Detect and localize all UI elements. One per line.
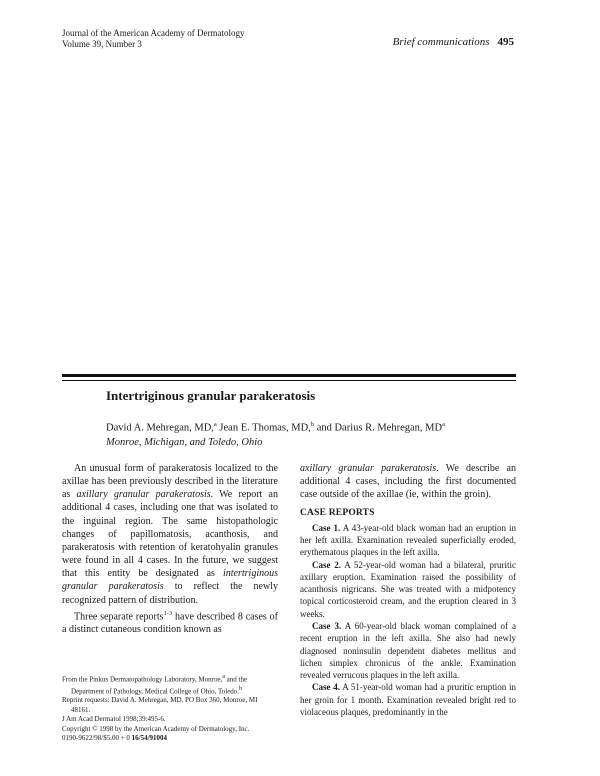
author-3: and Darius R. Mehregan, MD [314, 422, 443, 434]
second-text-1: Three separate reports [74, 611, 164, 623]
journal-volume: Volume 39, Number 3 [62, 39, 142, 49]
author-1-affil: a [213, 421, 217, 428]
footnote-from-text: From the Pinkus Dermatopathology Laboratory, Monroe, [62, 675, 223, 684]
case-reports [300, 522, 516, 719]
intro-term-2: intertriginous granular parakeratosis [62, 568, 278, 593]
footnote-copyright: Copyright © 1998 by the American Academy of Dermatology, Inc. [62, 724, 250, 733]
title-rule-thick [62, 374, 516, 377]
running-header-left [62, 28, 244, 50]
case-label: Case 4. [312, 682, 340, 693]
second-text-2: have described 8 cases of a distinct cutaneous condition known as [62, 611, 278, 636]
case-text: A 52-year-old woman had a bilateral, pruritic axillary eruption. Examination raised the possibility of acanthosis nigricans. She was treated with a midpotency topical corticosteroid cream, and the eruption cleared in 3 weeks. [300, 559, 517, 619]
title-rule-thin [62, 380, 516, 381]
author-1: David A. Mehregan, MD, [106, 422, 214, 434]
case-report-4 [300, 681, 516, 718]
running-header-right [393, 36, 514, 48]
continued-term: axillary granular parakeratosis [300, 463, 437, 474]
author-block [106, 418, 506, 450]
footnote-reprint: Reprint requests: David A. Mehregan, MD, PO Box 360, Monroe, MI [62, 696, 258, 705]
intro-term-1: axillary granular parakeratosis [76, 489, 211, 501]
footnote-citation: J Am Acad Dermatol 1998;39:495-6. [62, 715, 166, 724]
footnote-from2-text: Department of Pathology, Medical College of Ohio, Toledo. [71, 687, 240, 696]
case-label: Case 2. [312, 559, 341, 570]
footnote-from [62, 673, 278, 685]
intro-text-1: An unusual form of parakeratosis localized to the axillae has been previously described in the literature as [62, 463, 278, 501]
footnote-from-sup: a [222, 674, 225, 680]
author-3-affil: a [442, 421, 445, 428]
case-report-1 [300, 522, 516, 559]
case-text: A 60-year-old black woman complained of a recent eruption in the left axilla. She also had newly diagnosed noninsulin dependent diabetes mellitus and lichen simplex chronicus of the ankle. Examination revealed verrucous plaques in the left axilla. [300, 621, 516, 681]
footnote-code-id: 16/54/91004 [131, 734, 168, 743]
footnote-from-cont [62, 685, 278, 697]
intro-paragraph [62, 462, 278, 607]
right-column [300, 462, 516, 718]
footnote-code-text: 0190-9622/98/$5.00 + 0 [62, 734, 130, 743]
case-report-2 [300, 559, 516, 620]
case-reports-heading: CASE REPORTS [300, 508, 375, 519]
footnotes [62, 673, 278, 744]
case-text: A 51-year-old woman had a pruritic eruption in her groin for 1 month. Examination revealed bright red to violaceous plaques, predominantly in the [300, 682, 516, 718]
section-name: Brief communications [392, 36, 490, 48]
reference-superscript: 1-3 [163, 609, 173, 617]
case-label: Case 1. [312, 522, 341, 533]
author-location: Monroe, Michigan, and Toledo, Ohio [106, 436, 263, 448]
case-label: Case 3. [312, 621, 342, 631]
page-number: 495 [497, 36, 514, 48]
continued-text: . We describe an additional 4 cases, including the first documented case outside of the axillae (ie, within the groin). [300, 463, 516, 501]
journal-name: Journal of the American Academy of Dermatology [62, 28, 245, 38]
continued-paragraph [300, 462, 516, 501]
author-2-affil: b [310, 421, 315, 428]
author-2: Jean E. Thomas, MD, [216, 422, 311, 434]
case-report-3 [300, 620, 516, 681]
article-title: Intertriginous granular parakeratosis [106, 388, 316, 403]
intro-text-3: to reflect the newly recognized pattern of distribution. [62, 581, 278, 606]
footnote-from-text-2: and the [224, 675, 248, 684]
second-paragraph [62, 607, 278, 637]
left-column [62, 462, 278, 636]
intro-text-2: . We report an additional 4 cases, including one that was isolated to the inguinal region. The same histopathologic changes of papillomatosis, acanthosis, and parakeratosis with retention of keratohyalin granules were found in all 4 cases. In the future, we suggest that this entity be designated as [62, 489, 278, 580]
footnote-reprint-cont: 48161. [71, 705, 91, 714]
case-text: A 43-year-old black woman had an eruption in her left axilla. Examination revealed superficially eroded, erythematous plaques in the left axilla. [300, 522, 516, 558]
footnote-code [62, 734, 278, 743]
footnote-from2-sup: b [239, 685, 242, 692]
